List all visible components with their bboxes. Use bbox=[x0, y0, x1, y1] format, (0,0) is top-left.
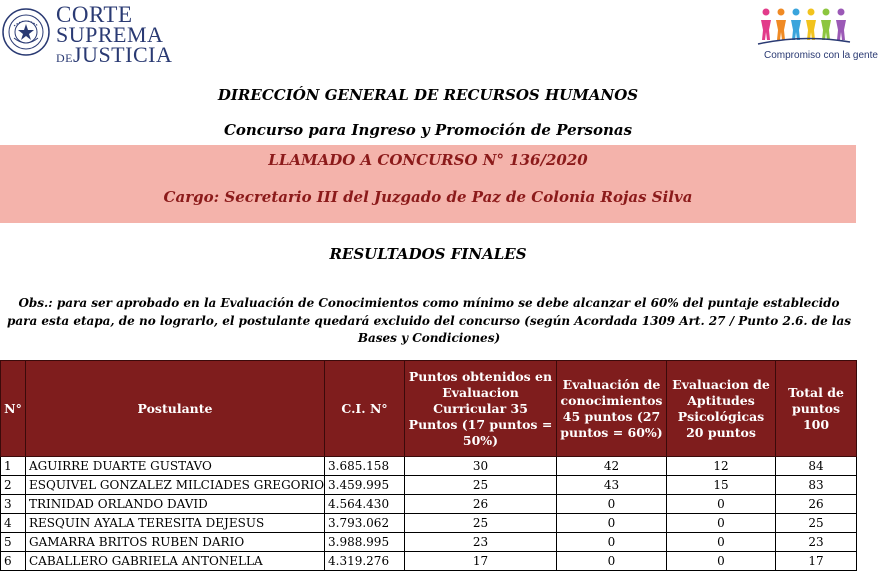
cell-ci: 3.685.158 bbox=[325, 457, 405, 476]
cell-knowledge: 43 bbox=[557, 476, 667, 495]
table-row bbox=[1, 476, 857, 495]
call-number: LLAMADO A CONCURSO N° 136/2020 bbox=[268, 151, 588, 169]
csj-word-3: DE bbox=[56, 51, 73, 65]
contest-title: Concurso para Ingreso y Promoción de Personas bbox=[223, 121, 633, 139]
cell-ci: 4.564.430 bbox=[325, 495, 405, 514]
cell-applicant: AGUIRRE DUARTE GUSTAVO bbox=[26, 457, 325, 476]
cell-curricular: 25 bbox=[405, 514, 557, 533]
person-figure-icon bbox=[821, 9, 831, 41]
person-figure-icon bbox=[776, 9, 786, 41]
cell-ci: 3.793.062 bbox=[325, 514, 405, 533]
direction-title: DIRECCIÓN GENERAL DE RECURSOS HUMANOS bbox=[217, 86, 639, 104]
col-header-curricular: Puntos obtenidos en Evaluacion Curricular 35 Puntos (17 puntos = 50%) bbox=[405, 361, 557, 457]
table-row bbox=[1, 533, 857, 552]
cell-curricular: 30 bbox=[405, 457, 557, 476]
cell-total: 26 bbox=[776, 495, 857, 514]
person-figure-icon bbox=[836, 9, 846, 41]
table-row bbox=[1, 514, 857, 533]
cell-curricular: 25 bbox=[405, 476, 557, 495]
cell-curricular: 17 bbox=[405, 552, 557, 571]
cell-applicant: GAMARRA BRITOS RUBEN DARIO bbox=[26, 533, 325, 552]
table-header-row bbox=[1, 361, 857, 457]
table-row bbox=[1, 457, 857, 476]
col-header-aptitudes: Evaluacion de Aptitudes Psicológicas 20 puntos bbox=[667, 361, 776, 457]
col-header-applicant: Postulante bbox=[26, 361, 325, 457]
cell-number: 1 bbox=[1, 457, 26, 476]
cell-aptitudes: 0 bbox=[667, 514, 776, 533]
cell-total: 25 bbox=[776, 514, 857, 533]
csj-wordmark bbox=[56, 2, 173, 68]
csj-logo bbox=[0, 2, 173, 67]
cell-knowledge: 0 bbox=[557, 514, 667, 533]
cell-number: 6 bbox=[1, 552, 26, 571]
csj-word-4: JUSTICIA bbox=[73, 42, 173, 67]
results-title: RESULTADOS FINALES bbox=[329, 245, 527, 263]
col-header-number: N° bbox=[1, 361, 26, 457]
observation-note: Obs.: para ser aprobado en la Evaluación de Conocimientos como mínimo se debe alcanzar el 60% del puntaje establecido para esta etapa, de no lograrlo, el postulante quedará excluido del concurso (según Acordada 1309 Art. 27 / Punto 2.6. de las Bases y Condiciones) bbox=[6, 296, 851, 345]
logo-caption: Compromiso con la gente bbox=[764, 50, 878, 61]
compromiso-logo bbox=[752, 2, 878, 64]
col-header-knowledge: Evaluación de conocimientos 45 puntos (27 puntos = 60%) bbox=[557, 361, 667, 457]
table-row bbox=[1, 552, 857, 571]
cell-aptitudes: 15 bbox=[667, 476, 776, 495]
cell-ci: 3.459.995 bbox=[325, 476, 405, 495]
person-figure-icon bbox=[761, 9, 771, 41]
cell-number: 4 bbox=[1, 514, 26, 533]
position-title: Cargo: Secretario III del Juzgado de Paz de Colonia Rojas Silva bbox=[163, 188, 693, 206]
cell-total: 84 bbox=[776, 457, 857, 476]
cell-aptitudes: 0 bbox=[667, 533, 776, 552]
cell-curricular: 26 bbox=[405, 495, 557, 514]
results-table bbox=[0, 360, 857, 571]
people-figures-icon bbox=[756, 4, 852, 48]
csj-word-2: SUPREMA bbox=[56, 22, 164, 47]
cell-applicant: TRINIDAD ORLANDO DAVID bbox=[26, 495, 325, 514]
cell-knowledge: 0 bbox=[557, 552, 667, 571]
cell-number: 3 bbox=[1, 495, 26, 514]
cell-aptitudes: 0 bbox=[667, 552, 776, 571]
cell-applicant: RESQUIN AYALA TERESITA DEJESUS bbox=[26, 514, 325, 533]
national-seal-icon bbox=[2, 8, 50, 56]
cell-applicant: CABALLERO GABRIELA ANTONELLA bbox=[26, 552, 325, 571]
cell-applicant: ESQUIVEL GONZALEZ MILCIADES GREGORIO bbox=[26, 476, 325, 495]
col-header-ci: C.I. N° bbox=[325, 361, 405, 457]
cell-ci: 3.988.995 bbox=[325, 533, 405, 552]
csj-word-1: CORTE bbox=[56, 2, 133, 27]
person-figure-icon bbox=[791, 9, 801, 41]
cell-curricular: 23 bbox=[405, 533, 557, 552]
cell-knowledge: 0 bbox=[557, 533, 667, 552]
col-header-total: Total de puntos 100 bbox=[776, 361, 857, 457]
cell-total: 23 bbox=[776, 533, 857, 552]
cell-aptitudes: 12 bbox=[667, 457, 776, 476]
cell-knowledge: 42 bbox=[557, 457, 667, 476]
cell-total: 17 bbox=[776, 552, 857, 571]
table-row bbox=[1, 495, 857, 514]
person-figure-icon bbox=[806, 9, 816, 41]
cell-knowledge: 0 bbox=[557, 495, 667, 514]
cell-aptitudes: 0 bbox=[667, 495, 776, 514]
cell-total: 83 bbox=[776, 476, 857, 495]
cell-number: 5 bbox=[1, 533, 26, 552]
cell-ci: 4.319.276 bbox=[325, 552, 405, 571]
cell-number: 2 bbox=[1, 476, 26, 495]
